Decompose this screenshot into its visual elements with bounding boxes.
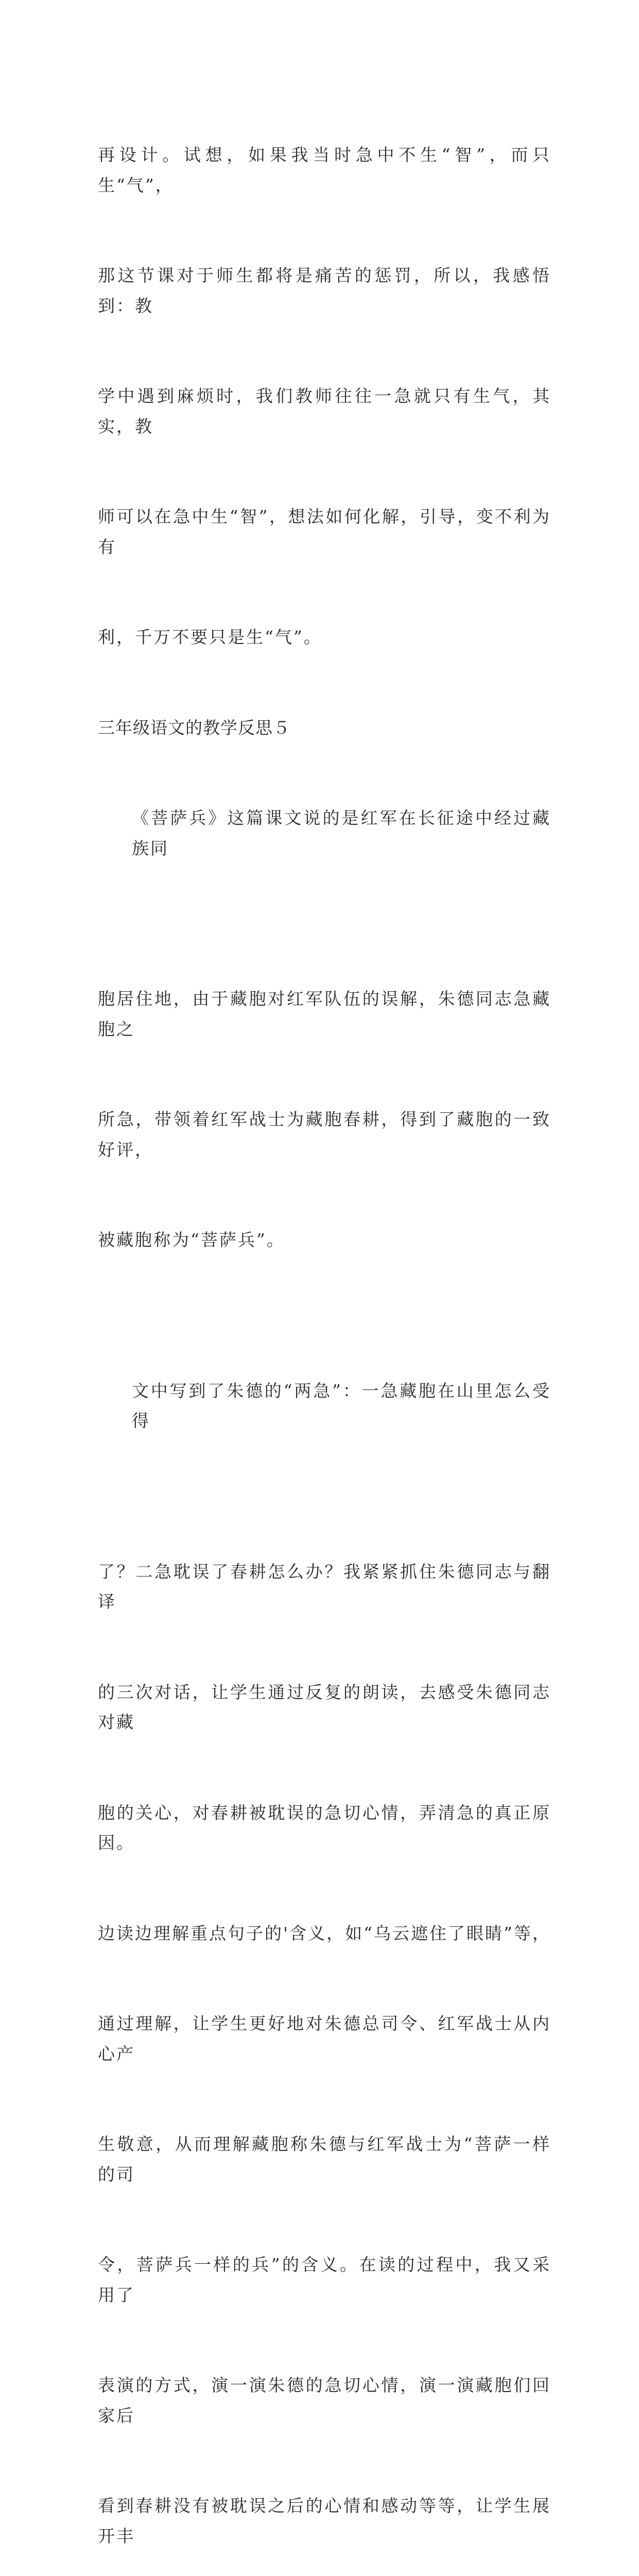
- paragraph-1: [98, 743, 551, 924]
- text-line: 表演的方式，演一演朱德的急切心情，演一演藏胞们回家后: [98, 2370, 551, 2431]
- text-line: 学中遇到麻烦时，我们教师往往一急就只有生气，其实，教: [98, 381, 551, 442]
- paragraph-1-cont: [98, 924, 551, 1316]
- text-line: 胞居住地，由于藏胞对红军队伍的误解，朱德同志急藏胞之: [98, 984, 551, 1044]
- text-line: 再设计。试想，如果我当时急中不生“智”，而只生“气”，: [98, 140, 551, 200]
- text-line: 利，千万不要只是生“气”。: [98, 622, 551, 653]
- text-line: 被藏胞称为“菩萨兵”。: [98, 1225, 551, 1256]
- text-line: 通过理解，让学生更好地对朱德总司令、红军战士从内心产: [98, 2009, 551, 2069]
- continuation-paragraph: [98, 80, 551, 713]
- text-line: 令，菩萨兵一样的兵”的含义。在读的过程中，我又采用了: [98, 2250, 551, 2310]
- document-page: [0, 0, 639, 904]
- document-body: [98, 80, 551, 2576]
- text-line: 的三次对话，让学生通过反复的朗读，去感受朱德同志对藏: [98, 1677, 551, 1738]
- text-line: 胞的关心，对春耕被耽误的急切心情，弄清急的真正原因。: [98, 1798, 551, 1858]
- text-line: 所急，带领着红军战士为藏胞春耕，得到了藏胞的一致好评，: [98, 1105, 551, 1165]
- text-line: 那这节课对于师生都将是痛苦的惩罚，所以，我感悟到：教: [98, 261, 551, 321]
- paragraph-2-cont: [98, 1497, 551, 2576]
- paragraph-2: [98, 1316, 551, 1497]
- text-line: 了？二急耽误了春耕怎么办？我紧紧抓住朱德同志与翻译: [98, 1557, 551, 1617]
- section-heading: 三年级语文的教学反思５: [98, 713, 551, 743]
- text-line: 看到春耕没有被耽误之后的心情和感动等等，让学生展开丰: [98, 2491, 551, 2551]
- text-line: 文中写到了朱德的“两急”：一急藏胞在山里怎么受得: [132, 1376, 551, 1436]
- text-line: 师可以在急中生“智”，想法如何化解，引导，变不利为有: [98, 502, 551, 562]
- text-line: 生敬意，从而理解藏胞称朱德与红军战士为“菩萨一样的司: [98, 2129, 551, 2190]
- text-line: 《菩萨兵》这篇课文说的是红军在长征途中经过藏族同: [132, 803, 551, 863]
- text-line: 边读边理解重点句子的'含义，如“乌云遮住了眼睛”等，: [98, 1919, 551, 1949]
